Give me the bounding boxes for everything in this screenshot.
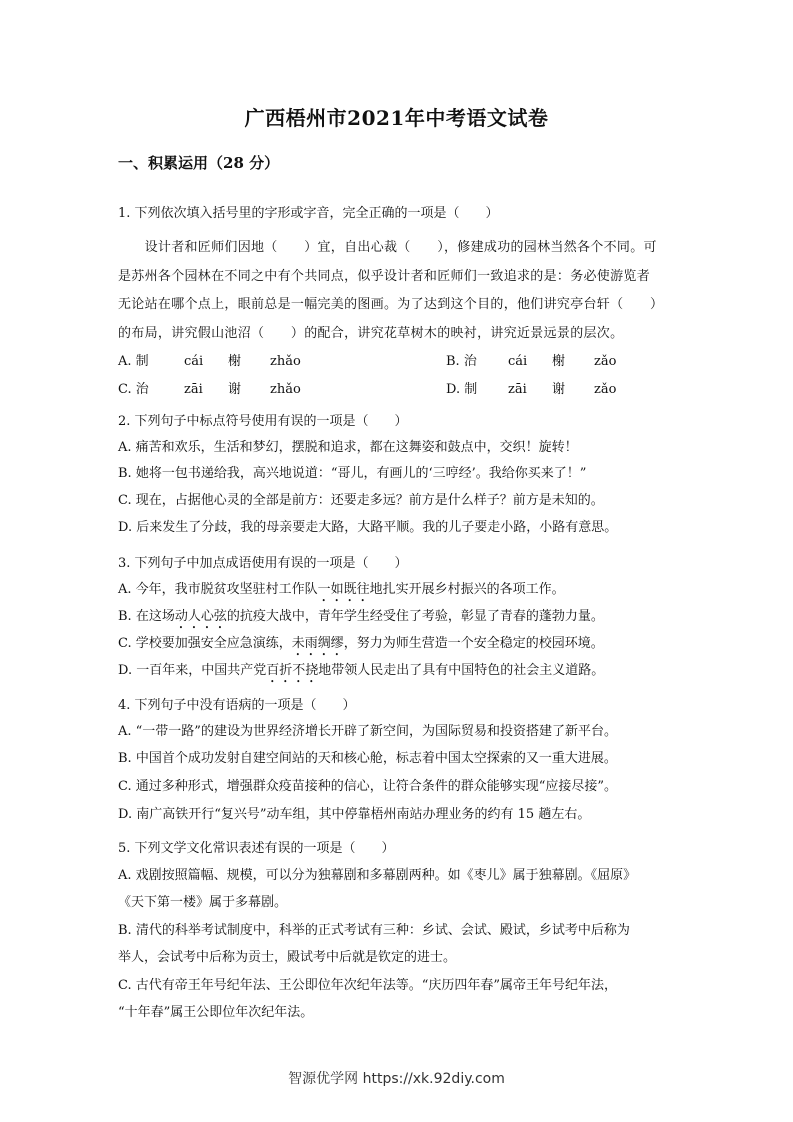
q3-marked-idiom: 未雨绸缪 xyxy=(291,636,344,651)
q2-option-b: B. 她将一包书递给我，高兴地说道：“哥儿，有画儿的‘三哼经’。我给你买来了！” xyxy=(118,466,587,481)
q1-stem: 1. 下列依次填入括号里的字形或字音，完全正确的一项是（ ） xyxy=(118,206,499,221)
q3-marked-idiom: 百折不挠 xyxy=(266,663,319,678)
q1-option-a xyxy=(118,350,301,369)
q1-passage xyxy=(118,234,676,348)
q1-option-text: cái xyxy=(184,354,204,369)
q1-option-text: zhǎo xyxy=(270,354,301,369)
q1-option-text: A. 制 xyxy=(118,354,149,369)
q1-option-b xyxy=(446,350,616,369)
q3-option-text: C. 学校要加强安全应急演练， xyxy=(118,636,292,651)
q3-option-text: D. 一百年来，中国共产党 xyxy=(118,663,267,678)
q1-option-d xyxy=(446,378,616,397)
q4-option-c: C. 通过多种形式，增强群众疫苗接种的信心，让符合条件的群众能够实现“应接尽接”。 xyxy=(118,779,618,794)
q1-passage-line: 设计者和匠师们因地（ ）宜，自出心裁（ ），修建成功的园林当然各个不同。可 xyxy=(118,240,657,255)
q1-option-text: D. 制 xyxy=(446,382,478,397)
q4-option-d: D. 南广高铁开行“复兴号”动车组，其中停靠梧州南站办理业务的约有 15 趟左右。 xyxy=(118,807,591,822)
q3-marked-idiom: 一如既往 xyxy=(317,582,370,597)
q1-passage-line: 是苏州各个园林在不同之中有个共同点，似乎设计者和匠师们一致追求的是：务必使游览者 xyxy=(118,268,651,284)
q1-option-text: cái xyxy=(508,354,528,369)
q2-stem: 2. 下列句子中标点符号使用有误的一项是（ ） xyxy=(118,414,408,429)
q1-option-text: zāi xyxy=(184,382,203,397)
q1-option-text: 榭 xyxy=(552,354,566,369)
q1-passage-line: 无论站在哪个点上，眼前总是一幅完美的图画。为了达到这个目的，他们讲究亭台轩（ ） xyxy=(118,297,664,312)
q1-option-c xyxy=(118,378,301,397)
q3-marked-idiom: 动人心弦 xyxy=(174,609,227,624)
q4-stem: 4. 下列句子中没有语病的一项是（ ） xyxy=(118,698,356,713)
q2-option-c: C. 现在，占据他心灵的全部是前方：还要走多远？前方是什么样子？前方是未知的。 xyxy=(118,493,604,508)
q1-option-text: C. 治 xyxy=(118,382,149,397)
q3-option-c xyxy=(118,635,604,659)
q5-option-a-cont: 《天下第一楼》属于多幕剧。 xyxy=(118,895,288,910)
q3-option-text: 地扎实开展乡村振兴的各项工作。 xyxy=(369,582,565,597)
watermark-footer: 智源优学网 https://xk.92diy.com xyxy=(288,1071,505,1087)
q2-option-a: A. 痛苦和欢乐，生活和梦幻，摆脱和追求，都在这舞姿和鼓点中，交织！旋转！ xyxy=(118,440,578,455)
q5-option-b: B. 清代的科举考试制度中，科举的正式考试有三种：乡试、会试、殿试，乡试考中后称为 xyxy=(118,923,630,938)
q1-option-text: zāi xyxy=(508,382,527,397)
q2-option-d: D. 后来发生了分歧，我的母亲要走大路，大路平顺。我的儿子要走小路，小路有意思。 xyxy=(118,520,618,535)
q3-option-b xyxy=(118,608,604,632)
q1-option-text: zǎo xyxy=(594,382,617,397)
q3-option-text: 的抗疫大战中，青年学生经受住了考验，彰显了青春的蓬勃力量。 xyxy=(226,609,604,624)
q3-option-text: A. 今年，我市脱贫攻坚驻村工作队 xyxy=(118,582,318,597)
q1-option-text: zhǎo xyxy=(270,382,301,397)
q3-option-text: 地带领人民走出了具有中国特色的社会主义道路。 xyxy=(318,663,605,678)
q5-option-c: C. 古代有帝王年号纪年法、王公即位年次纪年法等。“庆历四年春”属帝王年号纪年法， xyxy=(118,978,618,993)
q4-option-a: A. “一带一路”的建设为世界经济增长开辟了新空间，为国际贸易和投资搭建了新平台。 xyxy=(118,724,617,739)
q1-option-text: B. 治 xyxy=(446,354,477,369)
q3-option-text: B. 在这场 xyxy=(118,609,175,624)
q5-option-b-cont: 举人，会试考中后称为贡士，殿试考中后就是钦定的进士。 xyxy=(118,950,457,965)
q3-option-text: ，努力为师生营造一个安全稳定的校园环境。 xyxy=(343,636,604,651)
page-title: 广西梧州市2021年中考语文试卷 xyxy=(244,106,549,130)
q1-option-text: 榭 xyxy=(228,354,242,369)
q1-option-text: zǎo xyxy=(594,354,617,369)
q5-option-c-cont: “十年春”属王公即位年次纪年法。 xyxy=(118,1005,314,1020)
q1-option-text: 谢 xyxy=(552,382,566,397)
q3-option-d xyxy=(118,662,604,686)
section-heading: 一、积累运用（28 分） xyxy=(118,154,280,172)
q4-option-b: B. 中国首个成功发射自建空间站的天和核心舱，标志着中国太空探索的又一重大进展。 xyxy=(118,751,617,766)
q5-option-a: A. 戏剧按照篇幅、规模，可以分为独幕剧和多幕剧两种。如《枣儿》属于独幕剧。《屈原》 xyxy=(118,868,637,883)
q1-option-text: 谢 xyxy=(228,382,242,397)
q5-stem: 5. 下列文学文化常识表述有误的一项是（ ） xyxy=(118,841,395,856)
q3-option-a xyxy=(118,581,565,605)
q3-stem: 3. 下列句子中加点成语使用有误的一项是（ ） xyxy=(118,556,408,571)
q1-passage-line: 的布局，讲究假山池沼（ ）的配合，讲究花草树木的映衬，讲究近景远景的层次。 xyxy=(118,325,624,341)
